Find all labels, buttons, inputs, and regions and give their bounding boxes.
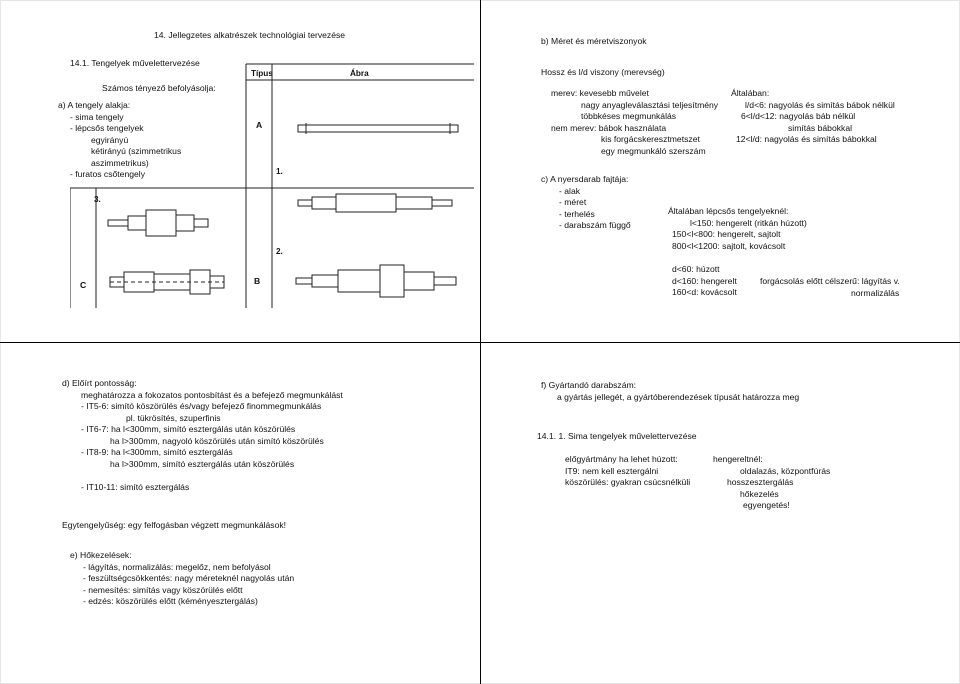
figure-label-3: 3. bbox=[94, 195, 101, 204]
list-item: nagy anyagleválasztási teljesítmény bbox=[581, 99, 719, 110]
list-item: - IT6-7: ha l<300mm, simító esztergálás után köszörülés bbox=[81, 424, 296, 434]
list-item: - feszültségcsökkentés: nagy méreteknél nagyolás után bbox=[83, 573, 295, 583]
quantity-list bbox=[541, 380, 799, 403]
list-item: - lágyítás, normalizálás: megelőz, nem befolyásol bbox=[83, 561, 271, 572]
list-item: köszörülés: gyakran csúcsnélküli bbox=[565, 477, 691, 487]
ratio-heading: Hossz és l/d viszony (merevség) bbox=[541, 67, 665, 77]
list-item: - furatos csőtengely bbox=[70, 169, 145, 179]
pre-cutting-note: forgácsolás előtt célszerű: lágyítás v. bbox=[760, 276, 900, 286]
stepped-shaft-list bbox=[668, 206, 807, 252]
list-item: 160<d: kovácsolt bbox=[672, 287, 737, 297]
figure-label-a: A bbox=[256, 120, 263, 130]
list-item: Általában lépcsős tengelyeknél: bbox=[668, 206, 789, 216]
list-item: 800<l<1200: sajtolt, kovácsolt bbox=[672, 240, 786, 251]
size-heading: b) Méret és méretviszonyok bbox=[541, 36, 647, 46]
list-item: l/d<6: nagyolás és simítás bábok nélkül bbox=[745, 99, 895, 110]
list-item: - IT10-11: simító esztergálás bbox=[81, 482, 190, 492]
list-item: - nemesítés: simítás vagy köszörülés előtt bbox=[83, 584, 243, 595]
list-item: - darabszám függő bbox=[559, 220, 631, 230]
slide-subtitle: 14.1. Tengelyek művelettervezése bbox=[70, 58, 200, 68]
rolled-blank-list bbox=[713, 454, 830, 512]
figure-header-drawing: Ábra bbox=[350, 69, 369, 78]
list-item: Általában: bbox=[731, 88, 770, 98]
list-item: oldalazás, központfúrás bbox=[740, 465, 831, 476]
figure-label-b: B bbox=[254, 276, 261, 286]
list-item: előgyártmány ha lehet húzott: bbox=[565, 454, 678, 464]
list-item: - sima tengely bbox=[70, 111, 124, 122]
list-item: - méret bbox=[559, 197, 587, 207]
list-item: c) A nyersdarab fajtája: bbox=[541, 174, 629, 184]
list-item: a gyártás jellegét, a gyártóberendezések típusát határozza meg bbox=[557, 391, 800, 402]
list-item: kis forgácskeresztmetszet bbox=[601, 134, 700, 144]
figure-label-2: 2. bbox=[276, 247, 283, 256]
list-item: d<60: húzott bbox=[672, 264, 720, 274]
list-item: - lépcsős tengelyek bbox=[70, 123, 144, 133]
list-item: kétirányú (szimmetrikus bbox=[91, 146, 182, 156]
drawn-blank-list bbox=[565, 454, 690, 489]
list-item: - alak bbox=[559, 185, 581, 196]
uniformity-note: Egytengelyűség: egy felfogásban végzett megmunkálások! bbox=[62, 520, 287, 530]
figure-header-type: Típus bbox=[251, 69, 273, 78]
figure-label-c: C bbox=[80, 280, 87, 290]
list-item: aszimmetrikus) bbox=[91, 157, 149, 168]
shaft-types-figure bbox=[70, 60, 475, 308]
ld-ratio-list bbox=[731, 88, 895, 146]
list-item: 150<l<800: hengerelt, sajtolt bbox=[672, 229, 781, 239]
list-item: simítás bábokkal bbox=[788, 122, 853, 133]
list-item: egy megmunkáló szerszám bbox=[601, 145, 706, 156]
list-item: - edzés: köszörülés előtt (kéményesztergálás) bbox=[83, 596, 258, 606]
list-item: egyirányú bbox=[91, 134, 129, 145]
precision-list bbox=[62, 378, 343, 494]
list-item: l<150: hengerelt (ritkán húzott) bbox=[690, 217, 807, 228]
list-item: d) Előírt pontosság: bbox=[62, 378, 137, 388]
diameter-list bbox=[672, 264, 737, 299]
slide-title: 14. Jellegzetes alkatrészek technológiai tervezése bbox=[154, 30, 346, 40]
heat-treatment-list bbox=[70, 550, 294, 608]
shaft-drawings-svg bbox=[70, 60, 475, 308]
list-item: e) Hőkezelések: bbox=[70, 550, 132, 560]
list-item: hengereltnél: bbox=[713, 454, 763, 464]
figure-label-1: 1. bbox=[276, 167, 283, 176]
slide-divider-horizontal bbox=[0, 342, 960, 343]
list-item: IT9: nem kell esztergálni bbox=[565, 465, 659, 476]
section-title: 14.1. 1. Sima tengelyek művelettervezése bbox=[537, 431, 697, 441]
pre-cutting-note-cont: normalizálás bbox=[851, 288, 900, 298]
list-item: egyengetés! bbox=[743, 500, 790, 510]
list-item: meghatározza a fokozatos pontosbítást és a befejező megmunkálást bbox=[81, 389, 343, 400]
factors-heading: Számos tényező befolyásolja: bbox=[102, 83, 216, 93]
list-item: a) A tengely alakja: bbox=[58, 100, 131, 110]
list-item: 12<l/d: nagyolás és simítás bábokkal bbox=[736, 134, 877, 144]
list-item: pl. tükrösítés, szuperfinis bbox=[126, 412, 221, 423]
list-item: ha l>300mm, simító esztergálás után köszörülés bbox=[110, 458, 295, 469]
list-item: 6<l/d<12: nagyolás báb nélkül bbox=[741, 111, 856, 121]
list-item: - IT8-9: ha l<300mm, simító esztergálás bbox=[81, 447, 233, 457]
list-item: merev: kevesebb művelet bbox=[551, 88, 649, 98]
rigidity-list bbox=[551, 88, 718, 157]
list-item: f) Gyártandó darabszám: bbox=[541, 380, 637, 390]
list-item: nem merev: bábok használata bbox=[551, 122, 667, 133]
list-item: - IT5-6: simító köszörülés és/vagy befejező finommegmunkálás bbox=[81, 401, 322, 411]
list-item: hosszesztergálás bbox=[727, 477, 794, 487]
list-item: - terhelés bbox=[559, 208, 595, 219]
blank-type-list bbox=[541, 174, 631, 232]
list-item: d<160: hengerelt bbox=[672, 275, 737, 286]
list-item: ha l>300mm, nagyoló köszörülés után simító köszörülés bbox=[110, 435, 324, 446]
list-item: hőkezelés bbox=[740, 488, 779, 499]
list-item: többkéses megmunkálás bbox=[581, 111, 677, 121]
